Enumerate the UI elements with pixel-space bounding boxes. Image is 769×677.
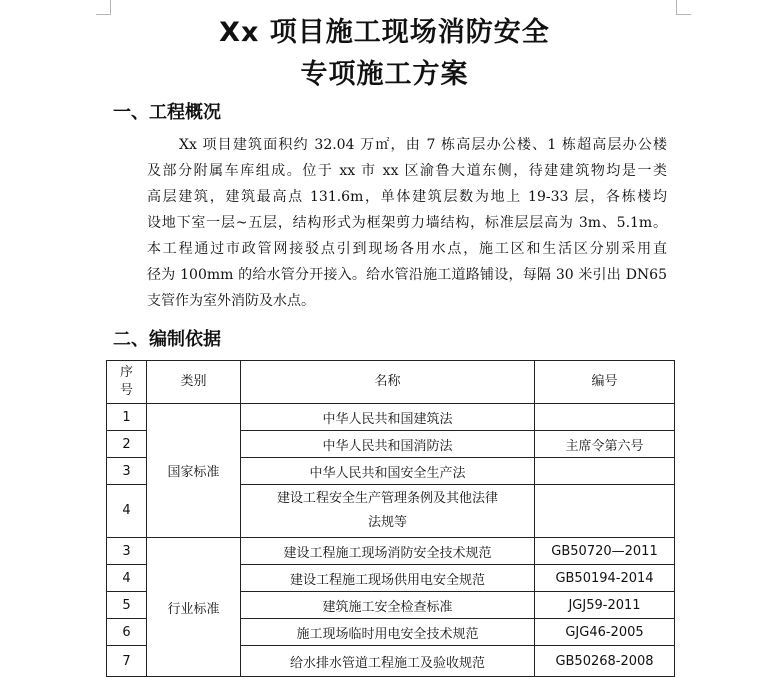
paragraph-line: 径为 100mm 的给水管分开接入。给水管沿施工道路铺设，每隔 30 米引出 DN65 <box>147 267 667 283</box>
cell-name: 中华人民共和国消防法 <box>241 431 535 458</box>
cell-code <box>535 404 675 431</box>
cell-name: 建设工程施工现场供用电安全规范 <box>241 565 535 592</box>
cell-name: 中华人民共和国建筑法 <box>241 404 535 431</box>
header-code: 编号 <box>535 361 675 404</box>
cell-name <box>241 485 535 538</box>
basis-table <box>106 360 675 677</box>
cell-no: 4 <box>107 485 147 538</box>
cell-name: 中华人民共和国安全生产法 <box>241 458 535 485</box>
cell-name: 给水排水管道工程施工及验收规范 <box>241 646 535 677</box>
table-header-row <box>107 361 675 404</box>
document-title-line2: 专项施工方案 <box>300 59 469 90</box>
cell-code: 主席令第六号 <box>535 431 675 458</box>
paragraph-line: 支管作为室外消防及水点。 <box>147 293 315 309</box>
section-heading-overview: 一、工程概况 <box>113 102 221 123</box>
cell-code: JGJ59-2011 <box>535 592 675 619</box>
cell-no: 2 <box>107 431 147 458</box>
cell-no: 5 <box>107 592 147 619</box>
paragraph-line: 本工程通过市政管网接驳点引到现场各用水点，施工区和生活区分别采用直 <box>147 241 667 257</box>
header-name: 名称 <box>241 361 535 404</box>
cell-no: 3 <box>107 458 147 485</box>
cell-no: 3 <box>107 538 147 565</box>
cell-code: GJG46-2005 <box>535 619 675 646</box>
paragraph-line: 高层建筑，建筑最高点 131.6m，单体建筑层数为地上 19-33 层，各栋楼均 <box>147 189 667 205</box>
paragraph-line: 设地下室一层~五层，结构形式为框架剪力墙结构，标准层层高为 3m、5.1m。 <box>147 215 667 231</box>
cell-code: GB50194-2014 <box>535 565 675 592</box>
cell-code: GB50268-2008 <box>535 646 675 677</box>
header-category: 类别 <box>147 361 241 404</box>
cell-name: 施工现场临时用电安全技术规范 <box>241 619 535 646</box>
header-no-line2: 号 <box>119 383 133 398</box>
cell-code: GB50720—2011 <box>535 538 675 565</box>
cell-category-industry: 行业标准 <box>147 538 241 677</box>
table-row <box>107 404 675 431</box>
paragraph-line: 及部分附属车库组成。位于 xx 市 xx 区渝鲁大道东侧，待建建筑物均是一类 <box>147 163 667 179</box>
cell-code <box>535 458 675 485</box>
header-no <box>107 361 147 404</box>
header-no-line1: 序 <box>119 365 133 380</box>
cell-no: 6 <box>107 619 147 646</box>
cell-category-national: 国家标准 <box>147 404 241 538</box>
cell-no: 4 <box>107 565 147 592</box>
section-heading-basis: 二、编制依据 <box>113 329 221 350</box>
document-title-line1: Xx 项目施工现场消防安全 <box>219 17 550 48</box>
overview-paragraph <box>147 132 667 314</box>
cell-name: 建设工程施工现场消防安全技术规范 <box>241 538 535 565</box>
cell-name-line2: 法规等 <box>367 515 407 530</box>
paragraph-line: Xx 项目建筑面积约 32.04 万㎡，由 7 栋高层办公楼、1 栋超高层办公楼 <box>179 137 667 153</box>
cell-code <box>535 485 675 538</box>
cell-name-line1: 建设工程安全生产管理条例及其他法律 <box>276 491 498 506</box>
cell-name: 建筑施工安全检查标准 <box>241 592 535 619</box>
table-row <box>107 538 675 565</box>
cell-no: 7 <box>107 646 147 677</box>
cell-no: 1 <box>107 404 147 431</box>
